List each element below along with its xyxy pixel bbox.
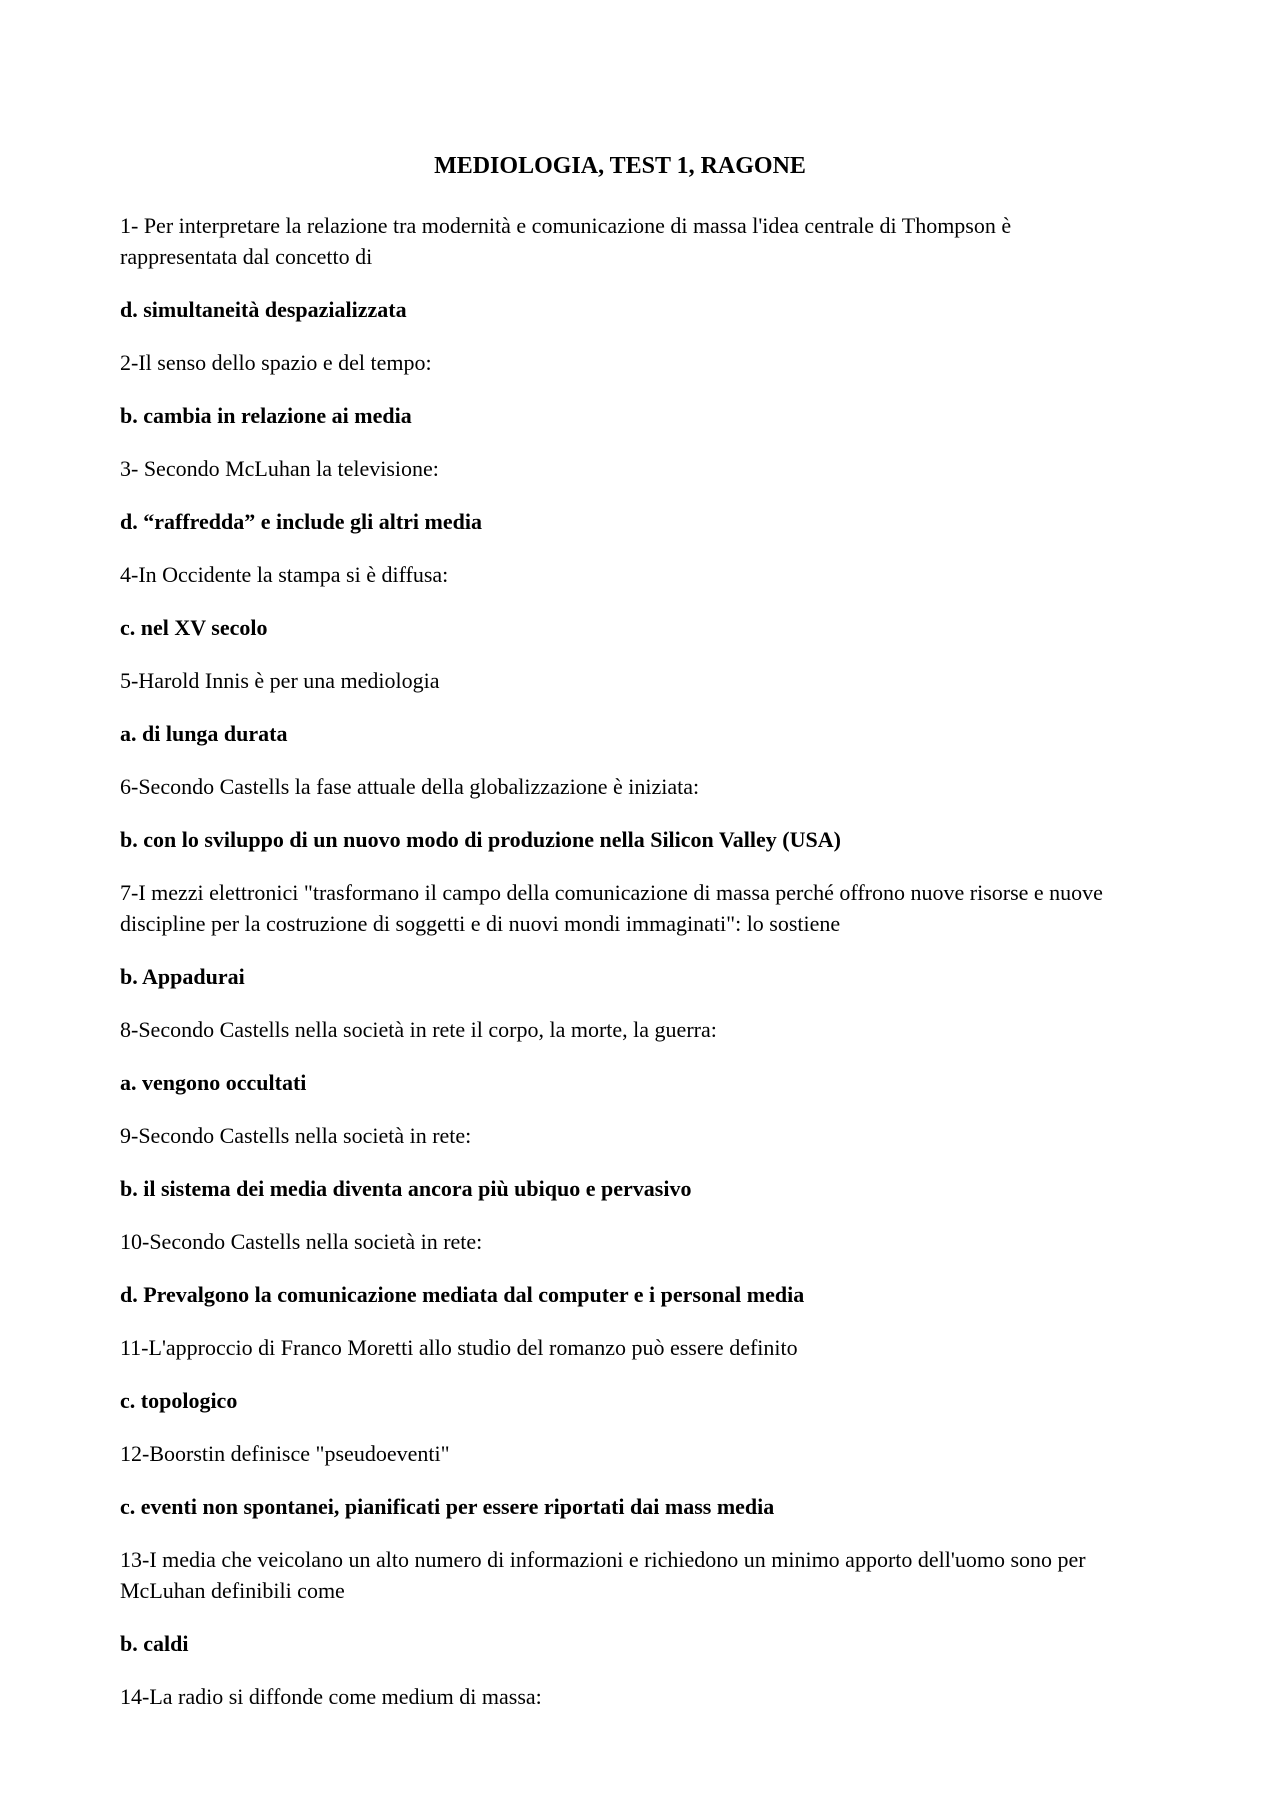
document-title: MEDIOLOGIA, TEST 1, RAGONE [434,153,806,179]
question-6: 6-Secondo Castells la fase attuale della globalizzazione è iniziata: [120,774,700,799]
question-11: 11-L'approccio di Franco Moretti allo studio del romanzo può essere definito [120,1335,798,1360]
answer-10: d. Prevalgono la comunicazione mediata dal computer e i personal media [120,1282,805,1307]
question-8: 8-Secondo Castells nella società in rete il corpo, la morte, la guerra: [120,1017,717,1042]
answer-5: a. di lunga durata [120,721,288,746]
answer-3: d. “raffredda” e include gli altri media [120,509,482,534]
question-answer-list [120,210,1120,1712]
question-9: 9-Secondo Castells nella società in rete: [120,1123,472,1148]
answer-11: c. topologico [120,1388,238,1413]
answer-2: b. cambia in relazione ai media [120,403,412,428]
question-7: 7-I mezzi elettronici "trasformano il campo della comunicazione di massa perché offrono nuove risorse e nuove discipline per la costruzione di soggetti e di nuovi mondi immaginati": lo sostiene [120,880,1103,936]
answer-12: c. eventi non spontanei, pianificati per essere riportati dai mass media [120,1494,775,1519]
answer-9: b. il sistema dei media diventa ancora più ubiquo e pervasivo [120,1176,692,1201]
question-4: 4-In Occidente la stampa si è diffusa: [120,562,449,587]
question-10: 10-Secondo Castells nella società in rete: [120,1229,483,1254]
question-1: 1- Per interpretare la relazione tra modernità e comunicazione di massa l'idea centrale di Thompson è rappresentata dal concetto di [120,213,1012,269]
answer-7: b. Appadurai [120,964,245,989]
question-2: 2-Il senso dello spazio e del tempo: [120,350,432,375]
answer-1: d. simultaneità despazializzata [120,297,407,322]
question-14: 14-La radio si diffonde come medium di massa: [120,1684,542,1709]
answer-8: a. vengono occultati [120,1070,307,1095]
answer-13: b. caldi [120,1631,189,1656]
question-12: 12-Boorstin definisce "pseudoeventi" [120,1441,450,1466]
question-5: 5-Harold Innis è per una mediologia [120,668,440,693]
question-13: 13-I media che veicolano un alto numero di informazioni e richiedono un minimo apporto dell'uomo sono per McLuhan definibili come [120,1547,1086,1603]
answer-6: b. con lo sviluppo di un nuovo modo di produzione nella Silicon Valley (USA) [120,827,841,852]
question-3: 3- Secondo McLuhan la televisione: [120,456,439,481]
answer-4: c. nel XV secolo [120,615,268,640]
